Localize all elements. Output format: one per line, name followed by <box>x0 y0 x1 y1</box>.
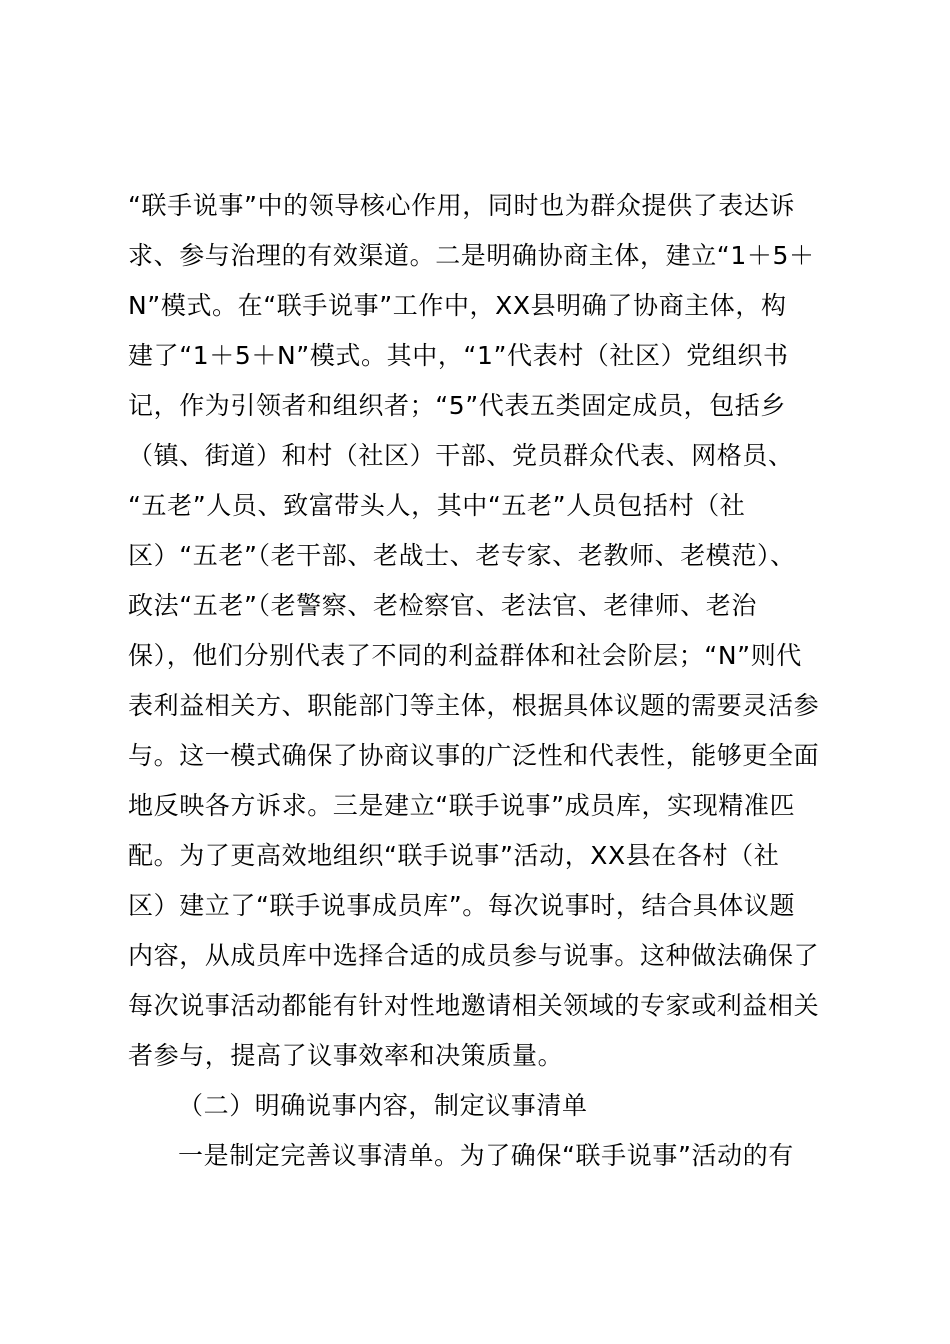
body-text-line: 建了“1＋5＋N”模式。其中，“1”代表村（社区）党组织书 <box>128 341 789 370</box>
body-text-line: 记，作为引领者和组织者；“5”代表五类固定成员，包括乡 <box>128 391 787 420</box>
body-text-line: （镇、街道）和村（社区）干部、党员群众代表、网格员、 <box>128 441 794 470</box>
body-text-line: “联手说事”中的领导核心作用，同时也为群众提供了表达诉 <box>128 191 796 220</box>
body-text-line: 表利益相关方、职能部门等主体，根据具体议题的需要灵活参 <box>128 691 820 720</box>
body-text-line: 配。为了更高效地组织“联手说事”活动，XX县在各村（社 <box>128 841 780 870</box>
body-text-line: 内容，从成员库中选择合适的成员参与说事。这种做法确保了 <box>128 941 820 970</box>
body-text-line: 政法“五老”（老警察、老检察官、老法官、老律师、老治 <box>128 591 758 620</box>
body-text-line: 每次说事活动都能有针对性地邀请相关领域的专家或利益相关 <box>128 991 820 1020</box>
paragraph-first-line: 一是制定完善议事清单。为了确保“联手说事”活动的有 <box>178 1141 794 1170</box>
body-text-line: 地反映各方诉求。三是建立“联手说事”成员库，实现精准匹 <box>128 791 796 820</box>
section-heading: （二）明确说事内容，制定议事清单 <box>178 1091 588 1120</box>
body-text-line: 与。这一模式确保了协商议事的广泛性和代表性，能够更全面 <box>128 741 820 770</box>
body-text-line: 区）建立了“联手说事成员库”。每次说事时，结合具体议题 <box>128 891 796 920</box>
body-text-line: N”模式。在“联手说事”工作中，XX县明确了协商主体，构 <box>128 291 787 320</box>
body-text-line: 者参与，提高了议事效率和决策质量。 <box>128 1041 564 1070</box>
body-text-line: 区）“五老”（老干部、老战士、老专家、老教师、老模范）、 <box>128 541 796 570</box>
body-text-line: 保），他们分别代表了不同的利益群体和社会阶层；“N”则代 <box>128 641 802 670</box>
body-text-line: 求、参与治理的有效渠道。二是明确协商主体，建立“1＋5＋ <box>128 241 815 270</box>
body-text-line: “五老”人员、致富带头人，其中“五老”人员包括村（社 <box>128 491 746 520</box>
